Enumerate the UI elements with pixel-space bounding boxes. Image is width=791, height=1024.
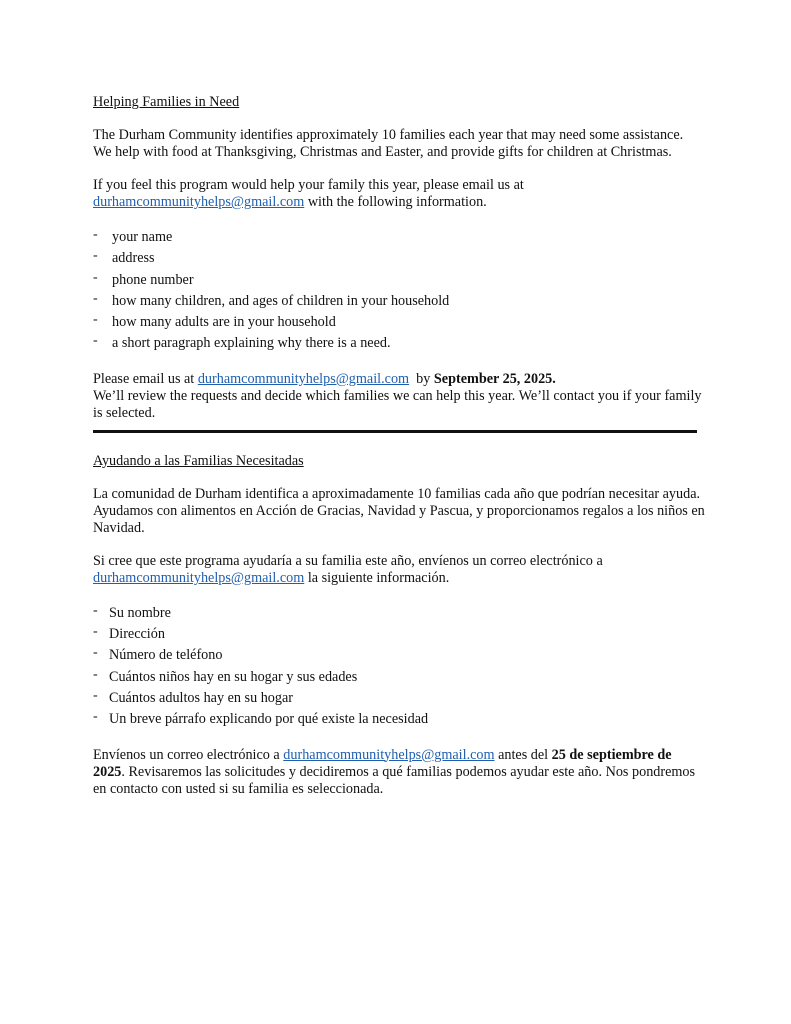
spanish-request-tail: la siguiente información. [304, 569, 450, 586]
english-section [93, 94, 705, 422]
dash-marker: - [93, 687, 98, 703]
list-item: - how many children, and ages of children in your household [93, 291, 705, 312]
spanish-deadline: 25 de septiembre de 2025 [93, 746, 672, 780]
dash-marker: - [93, 645, 98, 661]
dash-marker: - [93, 312, 98, 328]
list-item: - Cuántos adultos hay en su hogar [93, 688, 705, 709]
dash-marker: - [93, 666, 98, 682]
spanish-intro: La comunidad de Durham identifica a aproximadamente 10 familias cada año que podrían necesitar ayuda. Ayudamos con alimentos en Acción de Gracias, Navidad y Pascua, y proporcionamos regalos a los niños en Navidad. [93, 485, 705, 536]
list-item: - Su nombre [93, 603, 705, 624]
list-item: - your name [93, 227, 705, 248]
list-item: - phone number [93, 270, 705, 291]
spanish-section [93, 453, 705, 798]
english-email-link[interactable]: durhamcommunityhelps@gmail.com [93, 194, 305, 210]
list-item: - Un breve párrafo explicando por qué existe la necesidad [93, 709, 705, 730]
dash-marker: - [93, 333, 98, 349]
list-item: - how many adults are in your household [93, 312, 705, 333]
english-heading: Helping Families in Need [93, 94, 240, 110]
list-item: - Dirección [93, 624, 705, 645]
dash-marker: - [93, 227, 98, 242]
spanish-email-link[interactable]: durhamcommunityhelps@gmail.com [93, 569, 305, 586]
spanish-closing-email-link[interactable]: durhamcommunityhelps@gmail.com [283, 746, 495, 763]
dash-marker: - [93, 290, 98, 306]
document-content [93, 94, 705, 814]
english-closing-text: We’ll review the requests and decide which families we can help this year. We’ll contact you if your family is selected. [93, 387, 702, 421]
dash-marker: - [93, 709, 98, 725]
dash-marker: - [93, 248, 98, 264]
english-request [93, 177, 705, 211]
dash-marker: - [93, 269, 98, 285]
english-info-list [93, 227, 705, 355]
spanish-request-text: Si cree que este programa ayudaría a su familia este año, envíenos un correo electrónico a [93, 552, 603, 569]
section-divider [93, 430, 697, 433]
english-request-tail: with the following information. [304, 194, 487, 210]
spanish-heading: Ayudando a las Familias Necesitadas [93, 452, 304, 469]
spanish-closing-text: . Revisaremos las solicitudes y decidiremos a qué familias podemos ayudar este año. Nos pondremos en contacto con usted si su familia es seleccionada. [93, 763, 696, 797]
spanish-request [93, 553, 705, 587]
list-item: - Cuántos niños hay en su hogar y sus edades [93, 667, 705, 688]
english-request-text: If you feel this program would help your family this year, please email us at [93, 177, 524, 193]
spanish-info-list [93, 603, 705, 731]
english-closing: Please email us at durhamcommunityhelps@gmail.com by September 25, 2025. We’ll review the requests and decide which families we can help this year. We’ll contact you if your family is selected. [93, 370, 702, 421]
list-item: - Número de teléfono [93, 645, 705, 666]
dash-marker: - [93, 602, 98, 618]
english-deadline: September 25, 2025. [433, 370, 556, 387]
english-intro: The Durham Community identifies approximately 10 families each year that may need some assistance. We help with food at Thanksgiving, Christmas and Easter, and provide gifts for children at Christmas. [93, 127, 684, 160]
english-closing-email-link[interactable]: durhamcommunityhelps@gmail.com [197, 370, 410, 387]
dash-marker: - [93, 624, 98, 640]
spanish-closing: Envíenos un correo electrónico a durhamcommunityhelps@gmail.com antes del 25 de septiembre de 2025. Revisaremos las solicitudes y decidiremos a qué familias podemos ayudar este año. Nos pondremos en contacto con usted si su familia es seleccionada. [93, 746, 696, 797]
list-item: - a short paragraph explaining why there is a need. [93, 333, 705, 354]
list-item: - address [93, 248, 705, 269]
